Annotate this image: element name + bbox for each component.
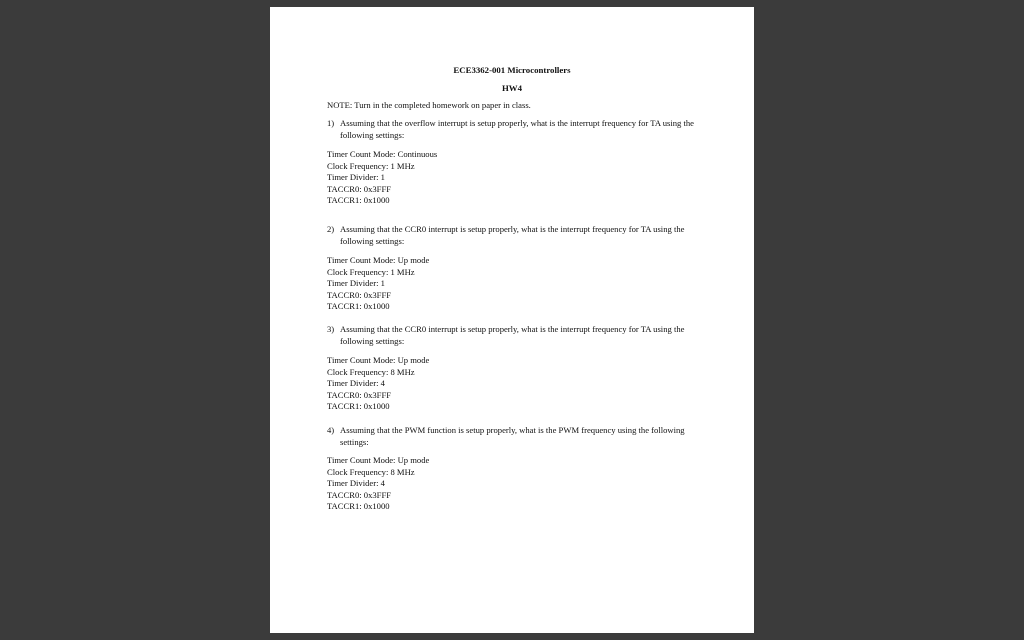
- settings-list-2: [327, 255, 627, 313]
- setting-line: Timer Divider: 4: [327, 378, 385, 389]
- setting-line: TACCR0: 0x3FFF: [327, 389, 392, 400]
- document-subtitle: HW4: [501, 83, 523, 93]
- setting-line: TACCR1: 0x1000: [327, 195, 390, 206]
- setting-line: TACCR0: 0x3FFF: [327, 183, 392, 194]
- question-1: [327, 118, 697, 141]
- setting-line: Timer Count Mode: Up mode: [327, 455, 430, 465]
- question-number: 2): [327, 224, 335, 234]
- setting-line: Timer Divider: 1: [327, 172, 385, 183]
- setting-line: TACCR1: 0x1000: [327, 501, 390, 512]
- question-3: [327, 324, 697, 347]
- setting-line: Timer Divider: 1: [327, 278, 385, 289]
- settings-list-1: [327, 149, 627, 207]
- settings-list-3: [327, 355, 627, 413]
- question-text: Assuming that the CCR0 interrupt is setup properly, what is the interrupt frequency for TA using the following settings:: [340, 224, 685, 246]
- document-title: ECE3362-001 Microcontrollers: [453, 65, 571, 75]
- setting-line: TACCR0: 0x3FFF: [327, 289, 392, 300]
- question-4: [327, 425, 697, 448]
- question-number: 1): [327, 118, 335, 128]
- document-page: [270, 7, 754, 633]
- question-number: 4): [327, 425, 335, 435]
- question-text: Assuming that the CCR0 interrupt is setup properly, what is the interrupt frequency for TA using the following settings:: [340, 324, 685, 346]
- setting-line: Clock Frequency: 8 MHz: [327, 466, 415, 477]
- settings-list-4: [327, 455, 627, 513]
- question-text: Assuming that the overflow interrupt is setup properly, what is the interrupt frequency for TA using the following settings:: [340, 118, 694, 140]
- setting-line: Timer Count Mode: Up mode: [327, 355, 430, 365]
- instruction-note: NOTE: Turn in the completed homework on paper in class.: [327, 100, 531, 110]
- question-number: 3): [327, 324, 335, 334]
- setting-line: Clock Frequency: 8 MHz: [327, 366, 415, 377]
- question-text: Assuming that the PWM function is setup properly, what is the PWM frequency using the following settings:: [340, 425, 685, 447]
- question-2: [327, 224, 697, 247]
- setting-line: TACCR1: 0x1000: [327, 301, 390, 312]
- setting-line: TACCR0: 0x3FFF: [327, 489, 392, 500]
- setting-line: TACCR1: 0x1000: [327, 401, 390, 412]
- setting-line: Timer Divider: 4: [327, 478, 385, 489]
- setting-line: Clock Frequency: 1 MHz: [327, 160, 415, 171]
- setting-line: Timer Count Mode: Up mode: [327, 255, 430, 265]
- setting-line: Timer Count Mode: Continuous: [327, 149, 438, 159]
- setting-line: Clock Frequency: 1 MHz: [327, 266, 415, 277]
